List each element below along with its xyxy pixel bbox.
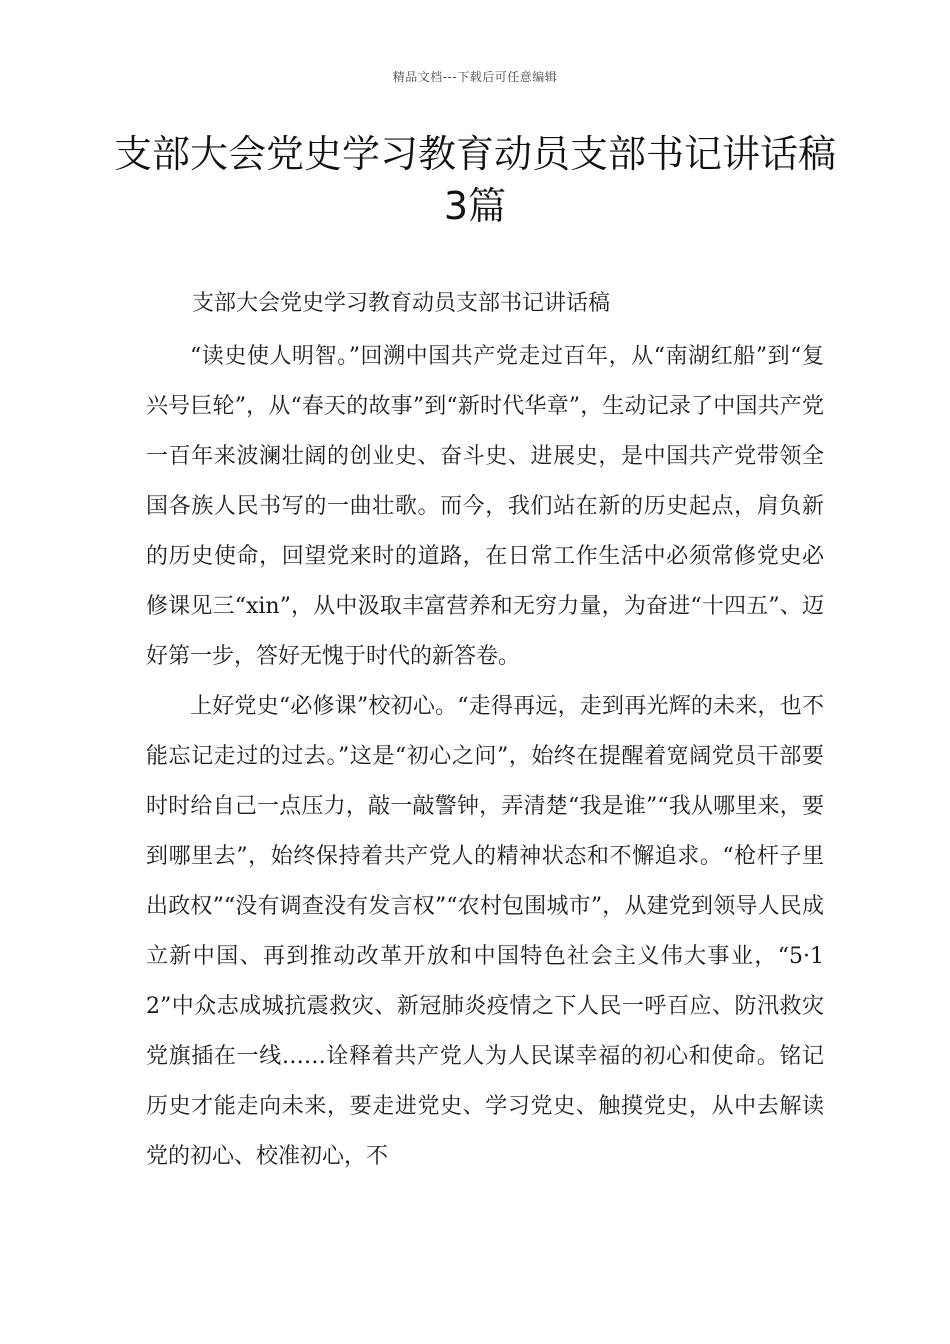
document-title: 支部大会党史学习教育动员支部书记讲话稿3篇	[113, 132, 836, 228]
document-body	[146, 332, 824, 1182]
document-subtitle: 支部大会党史学习教育动员支部书记讲话稿	[192, 291, 611, 316]
header-note: 精品文档---下载后可任意编辑	[392, 70, 558, 84]
paragraph: “读史使人明智。”回溯中国共产党走过百年，从“南湖红船”到“复兴号巨轮”，从“春天的故事”到“新时代华章”，生动记录了中国共产党一百年来波澜壮阔的创业史、奋斗史、进展史，是中国共产党带领全国各族人民书写的一曲壮歌。而今，我们站在新的历史起点，肩负新的历史使命，回望党来时的道路，在日常工作生活中必须常修党史必修课见三“xin”，从中汲取丰富营养和无穷力量，为奋进“十四五”、迈好第一步，答好无愧于时代的新答卷。	[146, 344, 824, 669]
paragraph: 上好党史“必修课”校初心。“走得再远，走到再光辉的未来，也不能忘记走过的过去。”这是“初心之问”，始终在提醒着宽阔党员干部要时时给自己一点压力，敲一敲警钟，弄清楚“我是谁”“我从哪里来，要到哪里去”，始终保持着共产党人的精神状态和不懈追求。“枪杆子里出政权”“没有调查没有发言权”“农村包围城市”，从建党到领导人民成立新中国、再到推动改革开放和中国特色社会主义伟大事业，“5·12”中众志成城抗震救灾、新冠肺炎疫情之下人民一呼百应、防汛救灾党旗插在一线……诠释着共产党人为人民谋幸福的初心和使命。铭记历史才能走向未来，要走进党史、学习党史、触摸党史，从中去解读党的初心、校准初心，不	[146, 694, 824, 1169]
